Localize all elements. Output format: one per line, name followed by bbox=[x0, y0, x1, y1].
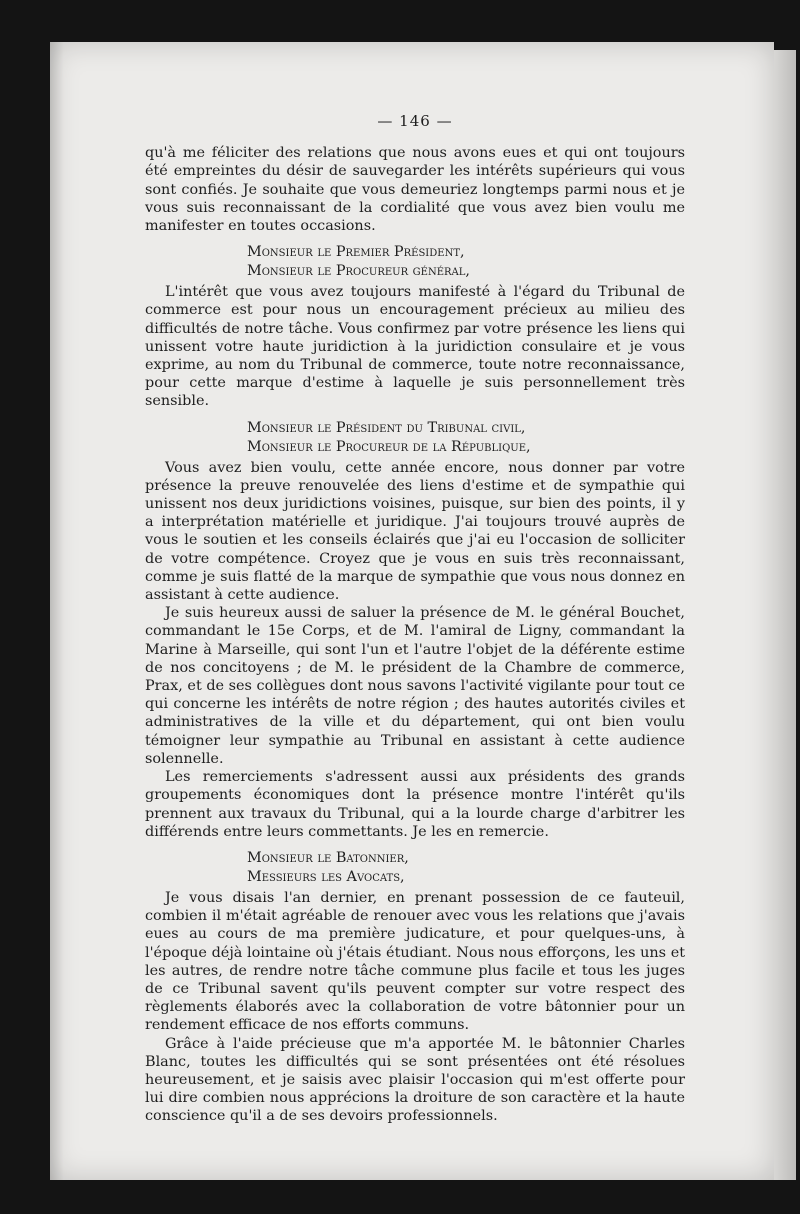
page-text-block bbox=[145, 112, 685, 1126]
paragraph-5: Les remerciements s'adressent aussi aux présidents des grands groupements économiques dont la présence montre l'intérêt qu'ils prennent aux travaux du Tribunal, qui a la lourde charge d'arbitrer les différends entre leurs commettants. Je les en remercie. bbox=[145, 769, 685, 840]
address-line: Monsieur le Procureur général, bbox=[247, 263, 470, 280]
page-number: — 146 — bbox=[377, 112, 453, 130]
address-president-tribunal-civil bbox=[145, 419, 685, 457]
address-premier-president bbox=[145, 243, 685, 281]
address-line: Monsieur le Premier Président, bbox=[247, 244, 465, 261]
paragraph-4: Je suis heureux aussi de saluer la présence de M. le général Bouchet, commandant le 15e Corps, et de M. l'amiral de Ligny, commandant la Marine à Marseille, qui sont l'un et l'autre l'objet de la déférente estime de nos concitoyens ; de M. le président de la Chambre de commerce, Prax, et de ses collègues dont nous savons l'activité vigilante pour tout ce qui concerne les intérêts de notre région ; des hautes autorités civiles et administratives de la ville et du département, qui ont bien voulu témoigner leur sympathie au Tribunal en assistant à cette audience solennelle. bbox=[145, 605, 685, 767]
paragraph-1: qu'à me féliciter des relations que nous avons eues et qui ont toujours été empreintes du désir de sauvegarder les intérêts supérieurs qui vous sont confiés. Je souhaite que vous demeuriez longtemps parmi nous et je vous suis reconnaissant de la cordialité que vous avez bien voulu me manifester en toutes occasions. bbox=[145, 145, 685, 235]
paragraph-2: L'intérêt que vous avez toujours manifesté à l'égard du Tribunal de commerce est pour nous un encouragement précieux au milieu des difficultés de notre tâche. Vous confirmez par votre présence les liens qui unissent votre haute juridiction à la juridiction consulaire et je vous exprime, au nom du Tribunal de commerce, toute notre reconnaissance, pour cette marque d'estime à laquelle je suis personnellement très sensible. bbox=[145, 284, 685, 410]
address-line: Monsieur le Batonnier, bbox=[247, 849, 409, 866]
address-line: Monsieur le Président du Tribunal civil, bbox=[247, 419, 526, 436]
address-line: Messieurs les Avocats, bbox=[247, 868, 405, 885]
paragraph-3: Vous avez bien voulu, cette année encore, nous donner par votre présence la preuve renouvelée des liens d'estime et de sympathie qui unissent nos deux juridictions voisines, puisque, sur bien des points, il y a interprétation matérielle et juridique. J'ai toujours trouvé auprès de vous le soutien et les conseils éclairés que j'ai eu l'occasion de solliciter de votre compétence. Croyez que je vous en suis très reconnaissant, comme je suis flatté de la marque de sympathie que vous nous donnez en assistant à cette audience. bbox=[145, 459, 685, 604]
paragraph-6: Je vous disais l'an dernier, en prenant possession de ce fauteuil, combien il m'était agréable de renouer avec vous les relations que j'avais eues au cours de ma première judicature, et pour quelques-uns, à l'époque déjà lointaine où j'étais étudiant. Nous nous efforçons, les uns et les autres, de rendre notre tâche commune plus facile et tous les juges de ce Tribunal savent qu'ils peuvent compter sur votre respect des règlements élaborés avec la collaboration de votre bâtonnier pour un rendement efficace de nos efforts communs. bbox=[145, 889, 685, 1034]
address-line: Monsieur le Procureur de la République, bbox=[247, 438, 531, 455]
paragraph-7: Grâce à l'aide précieuse que m'a apportée M. le bâtonnier Charles Blanc, toutes les difficultés qui se sont présentées ont été résolues heureusement, et je saisis avec plaisir l'occasion qui m'est offerte pour lui dire combien nous apprécions la droiture de son caractère et la haute conscience qu'il a de ses devoirs professionnels. bbox=[145, 1035, 685, 1125]
next-page-edge bbox=[774, 50, 796, 1180]
address-batonnier bbox=[145, 849, 685, 887]
page-gutter-shadow bbox=[50, 42, 64, 1180]
